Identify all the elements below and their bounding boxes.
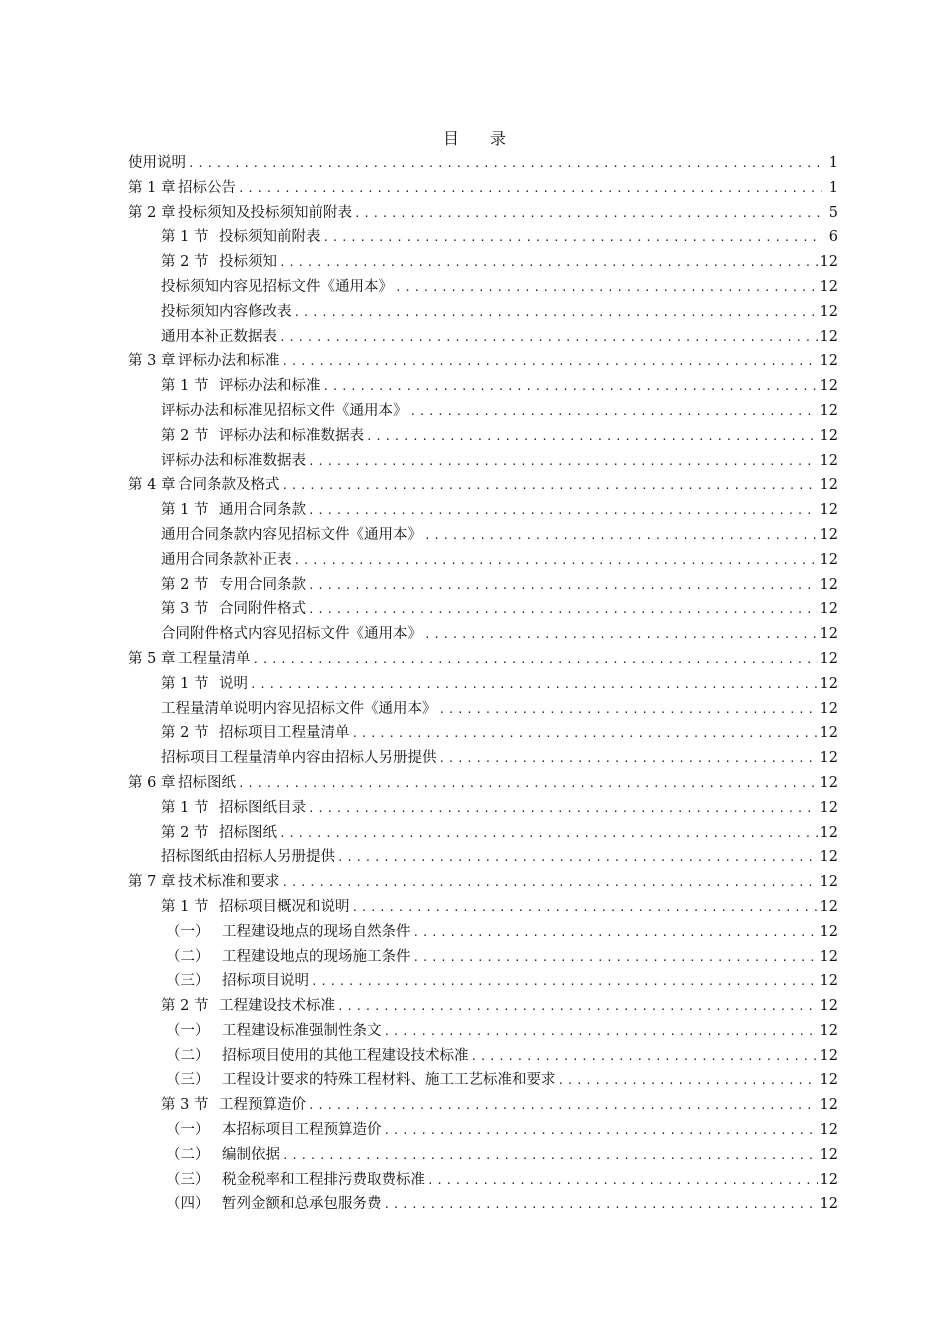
toc-dot-leader: [424, 628, 818, 641]
toc-entry-label: [161, 821, 277, 842]
toc-entry-label: [128, 870, 280, 891]
toc-entry[interactable]: [128, 945, 838, 970]
toc-entry-label: [128, 201, 352, 222]
toc-entry-text: 通用合同条款: [219, 502, 306, 519]
toc-dot-leader: [384, 1198, 818, 1211]
toc-entry-text: 通用本补正数据表: [161, 328, 277, 345]
toc-page-number: 12: [819, 849, 838, 866]
toc-dot-leader: [250, 678, 818, 691]
toc-dot-leader: [308, 1099, 818, 1112]
toc-page-number: 5: [828, 204, 838, 221]
toc-entry-prefix: 第 1 节: [161, 502, 209, 519]
toc-entry-prefix: （三）: [166, 1171, 210, 1188]
toc-dot-leader: [238, 182, 822, 195]
toc-dot-leader: [384, 1124, 818, 1137]
toc-entry-text: 使用说明: [128, 155, 186, 171]
toc-entry[interactable]: [128, 424, 838, 449]
toc-dot-leader: [439, 752, 818, 765]
toc-entry-prefix: 第 2 节: [161, 725, 209, 742]
toc-entry-text: 招标图纸由招标人另册提供: [161, 849, 335, 866]
toc-page-number: 12: [819, 452, 838, 469]
toc-page-number: 12: [819, 1022, 838, 1039]
toc-entry-label: [161, 796, 306, 817]
toc-entry[interactable]: [128, 548, 838, 573]
toc-entry-text: 招标项目概况和说明: [219, 898, 350, 915]
toc-dot-leader: [308, 455, 818, 468]
toc-entry-label: [161, 597, 306, 618]
toc-page-number: 12: [819, 799, 838, 816]
toc-dot-leader: [308, 504, 818, 517]
toc-entry-text: 合同附件格式内容见招标文件《通用本》: [161, 626, 422, 643]
toc-entry-prefix: 第 4 章: [128, 477, 176, 494]
toc-entry-prefix: （三）: [166, 1072, 210, 1089]
toc-entry-label: [166, 1143, 280, 1164]
toc-entry-text: 招标项目工程量清单内容由招标人另册提供: [161, 750, 437, 767]
toc-entry-label: [161, 250, 277, 271]
toc-entry-text: 税金税率和工程排污费取费标准: [222, 1171, 425, 1188]
toc-entry[interactable]: [128, 796, 838, 821]
toc-entry[interactable]: [128, 325, 838, 350]
toc-entry-text: 评标办法和标准: [219, 378, 321, 395]
toc-dot-leader: [188, 157, 822, 170]
toc-page-number: 12: [819, 973, 838, 990]
toc-entry-text: 招标图纸目录: [219, 799, 306, 816]
toc-entry[interactable]: [128, 473, 838, 498]
toc-page-number: 12: [819, 626, 838, 643]
toc-entry[interactable]: [128, 523, 838, 548]
toc-entry-label: [128, 771, 236, 792]
toc-dot-leader: [439, 703, 818, 716]
toc-page-number: 12: [819, 1171, 838, 1188]
toc-entry-prefix: 第 7 章: [128, 874, 176, 891]
toc-page-number: 12: [819, 675, 838, 692]
toc-page-number: 12: [819, 948, 838, 965]
toc-entry-prefix: （二）: [166, 1047, 210, 1064]
toc-entry-label: [161, 994, 335, 1015]
toc-entry-prefix: 第 2 节: [161, 998, 209, 1015]
toc-entry[interactable]: [128, 176, 838, 201]
toc-entry-text: 招标图纸: [178, 774, 236, 791]
toc-entry-prefix: 第 1 章: [128, 179, 176, 196]
toc-entry-label: [161, 895, 350, 916]
toc-entry-prefix: 第 6 章: [128, 774, 176, 791]
toc-entry[interactable]: [128, 771, 838, 796]
toc-dot-leader: [238, 777, 818, 790]
toc-page-number: 12: [819, 278, 838, 295]
toc-dot-leader: [427, 1174, 818, 1187]
toc-entry-label: [128, 151, 186, 172]
toc-page-number: 12: [819, 700, 838, 717]
toc-entry[interactable]: [128, 498, 838, 523]
toc-entry-prefix: （二）: [166, 948, 210, 965]
toc-dot-leader: [323, 231, 823, 244]
toc-entry-prefix: （一）: [166, 1022, 210, 1039]
toc-dot-leader: [366, 430, 818, 443]
toc-entry-label: [161, 845, 335, 866]
toc-entry[interactable]: [128, 994, 838, 1019]
toc-page-number: 12: [819, 303, 838, 320]
toc-title-part1: 目: [442, 129, 460, 148]
toc-dot-leader: [384, 1025, 818, 1038]
toc-entry-label: [161, 449, 306, 470]
toc-entry[interactable]: [128, 1143, 838, 1168]
toc-page-number: 12: [819, 502, 838, 519]
toc-entry-prefix: （一）: [166, 923, 210, 940]
toc-entry-label: [161, 697, 437, 718]
toc-entry[interactable]: [128, 597, 838, 622]
toc-entry-label: [161, 721, 350, 742]
toc-entry-prefix: 第 1 节: [161, 675, 209, 692]
toc-entry-label: [166, 1044, 469, 1065]
toc-page-number: 12: [819, 402, 838, 419]
toc-entry-text: 通用合同条款内容见招标文件《通用本》: [161, 526, 422, 543]
toc-entry[interactable]: [128, 697, 838, 722]
toc-entry-prefix: 第 1 节: [161, 378, 209, 395]
toc-entry-prefix: 第 2 节: [161, 576, 209, 593]
toc-entry-label: [161, 523, 422, 544]
toc-page-number: 12: [819, 874, 838, 891]
toc-entry-text: 工程建设地点的现场施工条件: [222, 948, 411, 965]
toc-entry-text: 评标办法和标准见招标文件《通用本》: [161, 402, 408, 419]
toc-entry[interactable]: [128, 374, 838, 399]
toc-page-number: 12: [819, 898, 838, 915]
toc-entry-label: [166, 945, 411, 966]
toc-dot-leader: [413, 926, 818, 939]
toc-entry[interactable]: [128, 647, 838, 672]
toc-page-number: 12: [819, 1122, 838, 1139]
toc-page-number: 12: [819, 1072, 838, 1089]
toc-entry-text: 工程建设技术标准: [219, 998, 335, 1015]
toc-page-number: 12: [819, 551, 838, 568]
toc-entry[interactable]: [128, 622, 838, 647]
toc-entry-text: 招标项目说明: [222, 973, 309, 990]
toc-dot-leader: [253, 653, 818, 666]
toc-entry[interactable]: [128, 349, 838, 374]
toc-page-number: 12: [819, 477, 838, 494]
toc-entry-text: 合同附件格式: [219, 601, 306, 618]
toc-title-part2: 录: [490, 129, 508, 148]
toc-page-number: 12: [819, 353, 838, 370]
toc-entry-text: 评标办法和标准数据表: [161, 452, 306, 469]
toc-dot-leader: [308, 603, 818, 616]
toc-entry-label: [161, 746, 437, 767]
toc-entry-text: 评标办法和标准数据表: [219, 427, 364, 444]
toc-dot-leader: [279, 331, 818, 344]
toc-dot-leader: [413, 951, 818, 964]
toc-entry[interactable]: [128, 250, 838, 275]
toc-entry[interactable]: [128, 672, 838, 697]
toc-page-number: 12: [819, 1047, 838, 1064]
table-of-contents: [128, 151, 838, 1217]
toc-entry[interactable]: [128, 870, 838, 895]
toc-dot-leader: [337, 1000, 818, 1013]
toc-page-number: 12: [819, 427, 838, 444]
toc-dot-leader: [294, 306, 818, 319]
toc-entry-label: [161, 424, 364, 445]
toc-page-number: 6: [828, 229, 838, 246]
toc-page-number: 12: [819, 601, 838, 618]
toc-title: [0, 126, 950, 149]
toc-entry[interactable]: [128, 449, 838, 474]
toc-entry-label: [128, 349, 280, 370]
toc-entry-prefix: （二）: [166, 1146, 210, 1163]
toc-entry[interactable]: [128, 920, 838, 945]
toc-entry[interactable]: [128, 845, 838, 870]
toc-entry-text: 评标办法和标准: [178, 353, 280, 370]
toc-entry-label: [161, 325, 277, 346]
toc-page-number: 12: [819, 254, 838, 271]
toc-page-number: 12: [819, 923, 838, 940]
toc-entry-label: [161, 548, 292, 569]
toc-entry[interactable]: [128, 895, 838, 920]
toc-dot-leader: [395, 281, 818, 294]
toc-entry[interactable]: [128, 151, 838, 176]
toc-entry-label: [166, 969, 309, 990]
toc-entry-label: [161, 225, 321, 246]
toc-entry-text: 专用合同条款: [219, 576, 306, 593]
toc-entry-text: 工程设计要求的特殊工程材料、施工工艺标准和要求: [222, 1072, 556, 1089]
toc-entry-text: 招标公告: [178, 179, 236, 196]
toc-entry[interactable]: [128, 821, 838, 846]
toc-dot-leader: [311, 975, 818, 988]
toc-dot-leader: [279, 256, 818, 269]
toc-entry[interactable]: [128, 969, 838, 994]
toc-dot-leader: [282, 479, 818, 492]
toc-entry-text: 投标须知内容见招标文件《通用本》: [161, 278, 393, 295]
toc-entry-label: [166, 1068, 556, 1089]
toc-entry-prefix: 第 2 节: [161, 254, 209, 271]
toc-entry-prefix: 第 2 节: [161, 427, 209, 444]
toc-page-number: 12: [819, 824, 838, 841]
toc-entry[interactable]: [128, 300, 838, 325]
toc-page-number: 12: [819, 774, 838, 791]
toc-entry[interactable]: [128, 1044, 838, 1069]
toc-entry-prefix: （三）: [166, 973, 210, 990]
toc-entry[interactable]: [128, 1093, 838, 1118]
toc-entry-label: [128, 473, 280, 494]
toc-entry-label: [161, 300, 292, 321]
toc-entry-text: 招标项目使用的其他工程建设技术标准: [222, 1047, 469, 1064]
toc-entry[interactable]: [128, 275, 838, 300]
toc-dot-leader: [471, 1050, 818, 1063]
toc-dot-leader: [282, 876, 818, 889]
toc-entry-label: [166, 920, 411, 941]
toc-entry-label: [161, 573, 306, 594]
toc-page-number: 12: [819, 328, 838, 345]
toc-entry-text: 说明: [219, 675, 248, 692]
toc-entry-label: [161, 1093, 306, 1114]
toc-entry-label: [166, 1019, 382, 1040]
toc-entry[interactable]: [128, 1068, 838, 1093]
toc-page-number: 12: [819, 378, 838, 395]
toc-entry-text: 暂列金额和总承包服务费: [222, 1196, 382, 1213]
toc-entry-text: 招标项目工程量清单: [219, 725, 350, 742]
toc-entry[interactable]: [128, 746, 838, 771]
toc-entry[interactable]: [128, 225, 838, 250]
toc-dot-leader: [410, 405, 818, 418]
toc-entry-text: 工程建设地点的现场自然条件: [222, 923, 411, 940]
toc-entry-label: [128, 647, 251, 668]
toc-entry[interactable]: [128, 721, 838, 746]
toc-entry-label: [166, 1168, 425, 1189]
toc-entry-text: 技术标准和要求: [178, 874, 280, 891]
toc-entry-prefix: 第 1 节: [161, 799, 209, 816]
toc-page-number: 12: [819, 1097, 838, 1114]
toc-entry-text: 投标须知前附表: [219, 229, 321, 246]
toc-page-number: 12: [819, 650, 838, 667]
toc-entry-text: 工程预算造价: [219, 1097, 306, 1114]
toc-entry-text: 通用合同条款补正表: [161, 551, 292, 568]
toc-entry-label: [161, 374, 321, 395]
toc-entry-text: 工程量清单说明内容见招标文件《通用本》: [161, 700, 437, 717]
toc-entry-label: [161, 498, 306, 519]
toc-entry-prefix: 第 2 章: [128, 204, 176, 221]
toc-dot-leader: [308, 802, 818, 815]
toc-entry-label: [161, 399, 408, 420]
toc-entry[interactable]: [128, 1019, 838, 1044]
toc-dot-leader: [282, 355, 818, 368]
toc-page-number: 12: [819, 526, 838, 543]
toc-entry-label: [161, 672, 248, 693]
toc-entry-text: 投标须知及投标须知前附表: [178, 204, 352, 221]
toc-entry-text: 投标须知: [219, 254, 277, 271]
toc-entry-text: 合同条款及格式: [178, 477, 280, 494]
toc-dot-leader: [558, 1074, 818, 1087]
toc-entry-prefix: 第 3 节: [161, 1097, 209, 1114]
toc-entry-prefix: 第 5 章: [128, 650, 176, 667]
toc-dot-leader: [279, 827, 818, 840]
toc-page-number: 12: [819, 576, 838, 593]
toc-dot-leader: [337, 851, 818, 864]
toc-entry-text: 工程建设标准强制性条文: [222, 1022, 382, 1039]
toc-entry-prefix: 第 3 节: [161, 601, 209, 618]
toc-page-number: 1: [828, 155, 838, 171]
toc-entry-text: 招标图纸: [219, 824, 277, 841]
toc-entry-prefix: 第 3 章: [128, 353, 176, 370]
toc-dot-leader: [352, 901, 818, 914]
toc-entry-prefix: 第 1 节: [161, 898, 209, 915]
toc-entry-label: [161, 622, 422, 643]
toc-entry-prefix: （四）: [166, 1196, 210, 1213]
toc-entry-text: 编制依据: [222, 1146, 280, 1163]
toc-entry-label: [161, 275, 393, 296]
toc-page-number: 12: [819, 998, 838, 1015]
toc-entry[interactable]: [128, 573, 838, 598]
toc-entry-text: 本招标项目工程预算造价: [222, 1122, 382, 1139]
toc-dot-leader: [424, 529, 818, 542]
toc-page-number: 12: [819, 1146, 838, 1163]
toc-dot-leader: [308, 579, 818, 592]
toc-dot-leader: [282, 1149, 818, 1162]
toc-entry[interactable]: [128, 1192, 838, 1217]
toc-entry-label: [166, 1118, 382, 1139]
toc-dot-leader: [294, 554, 818, 567]
toc-entry-prefix: 第 2 节: [161, 824, 209, 841]
toc-dot-leader: [352, 727, 818, 740]
toc-entry-text: 投标须知内容修改表: [161, 303, 292, 320]
toc-entry[interactable]: [128, 399, 838, 424]
toc-entry[interactable]: [128, 201, 838, 226]
toc-dot-leader: [354, 207, 822, 220]
toc-dot-leader: [323, 380, 818, 393]
toc-entry-label: [166, 1192, 382, 1213]
toc-page-number: 12: [819, 1196, 838, 1213]
toc-entry-prefix: 第 1 节: [161, 229, 209, 246]
toc-page-number: 12: [819, 750, 838, 767]
toc-page-number: 12: [819, 725, 838, 742]
toc-page-number: 1: [828, 179, 838, 196]
toc-entry[interactable]: [128, 1168, 838, 1193]
toc-entry-text: 工程量清单: [178, 650, 251, 667]
toc-entry-label: [128, 176, 236, 197]
toc-entry[interactable]: [128, 1118, 838, 1143]
toc-entry-prefix: （一）: [166, 1122, 210, 1139]
